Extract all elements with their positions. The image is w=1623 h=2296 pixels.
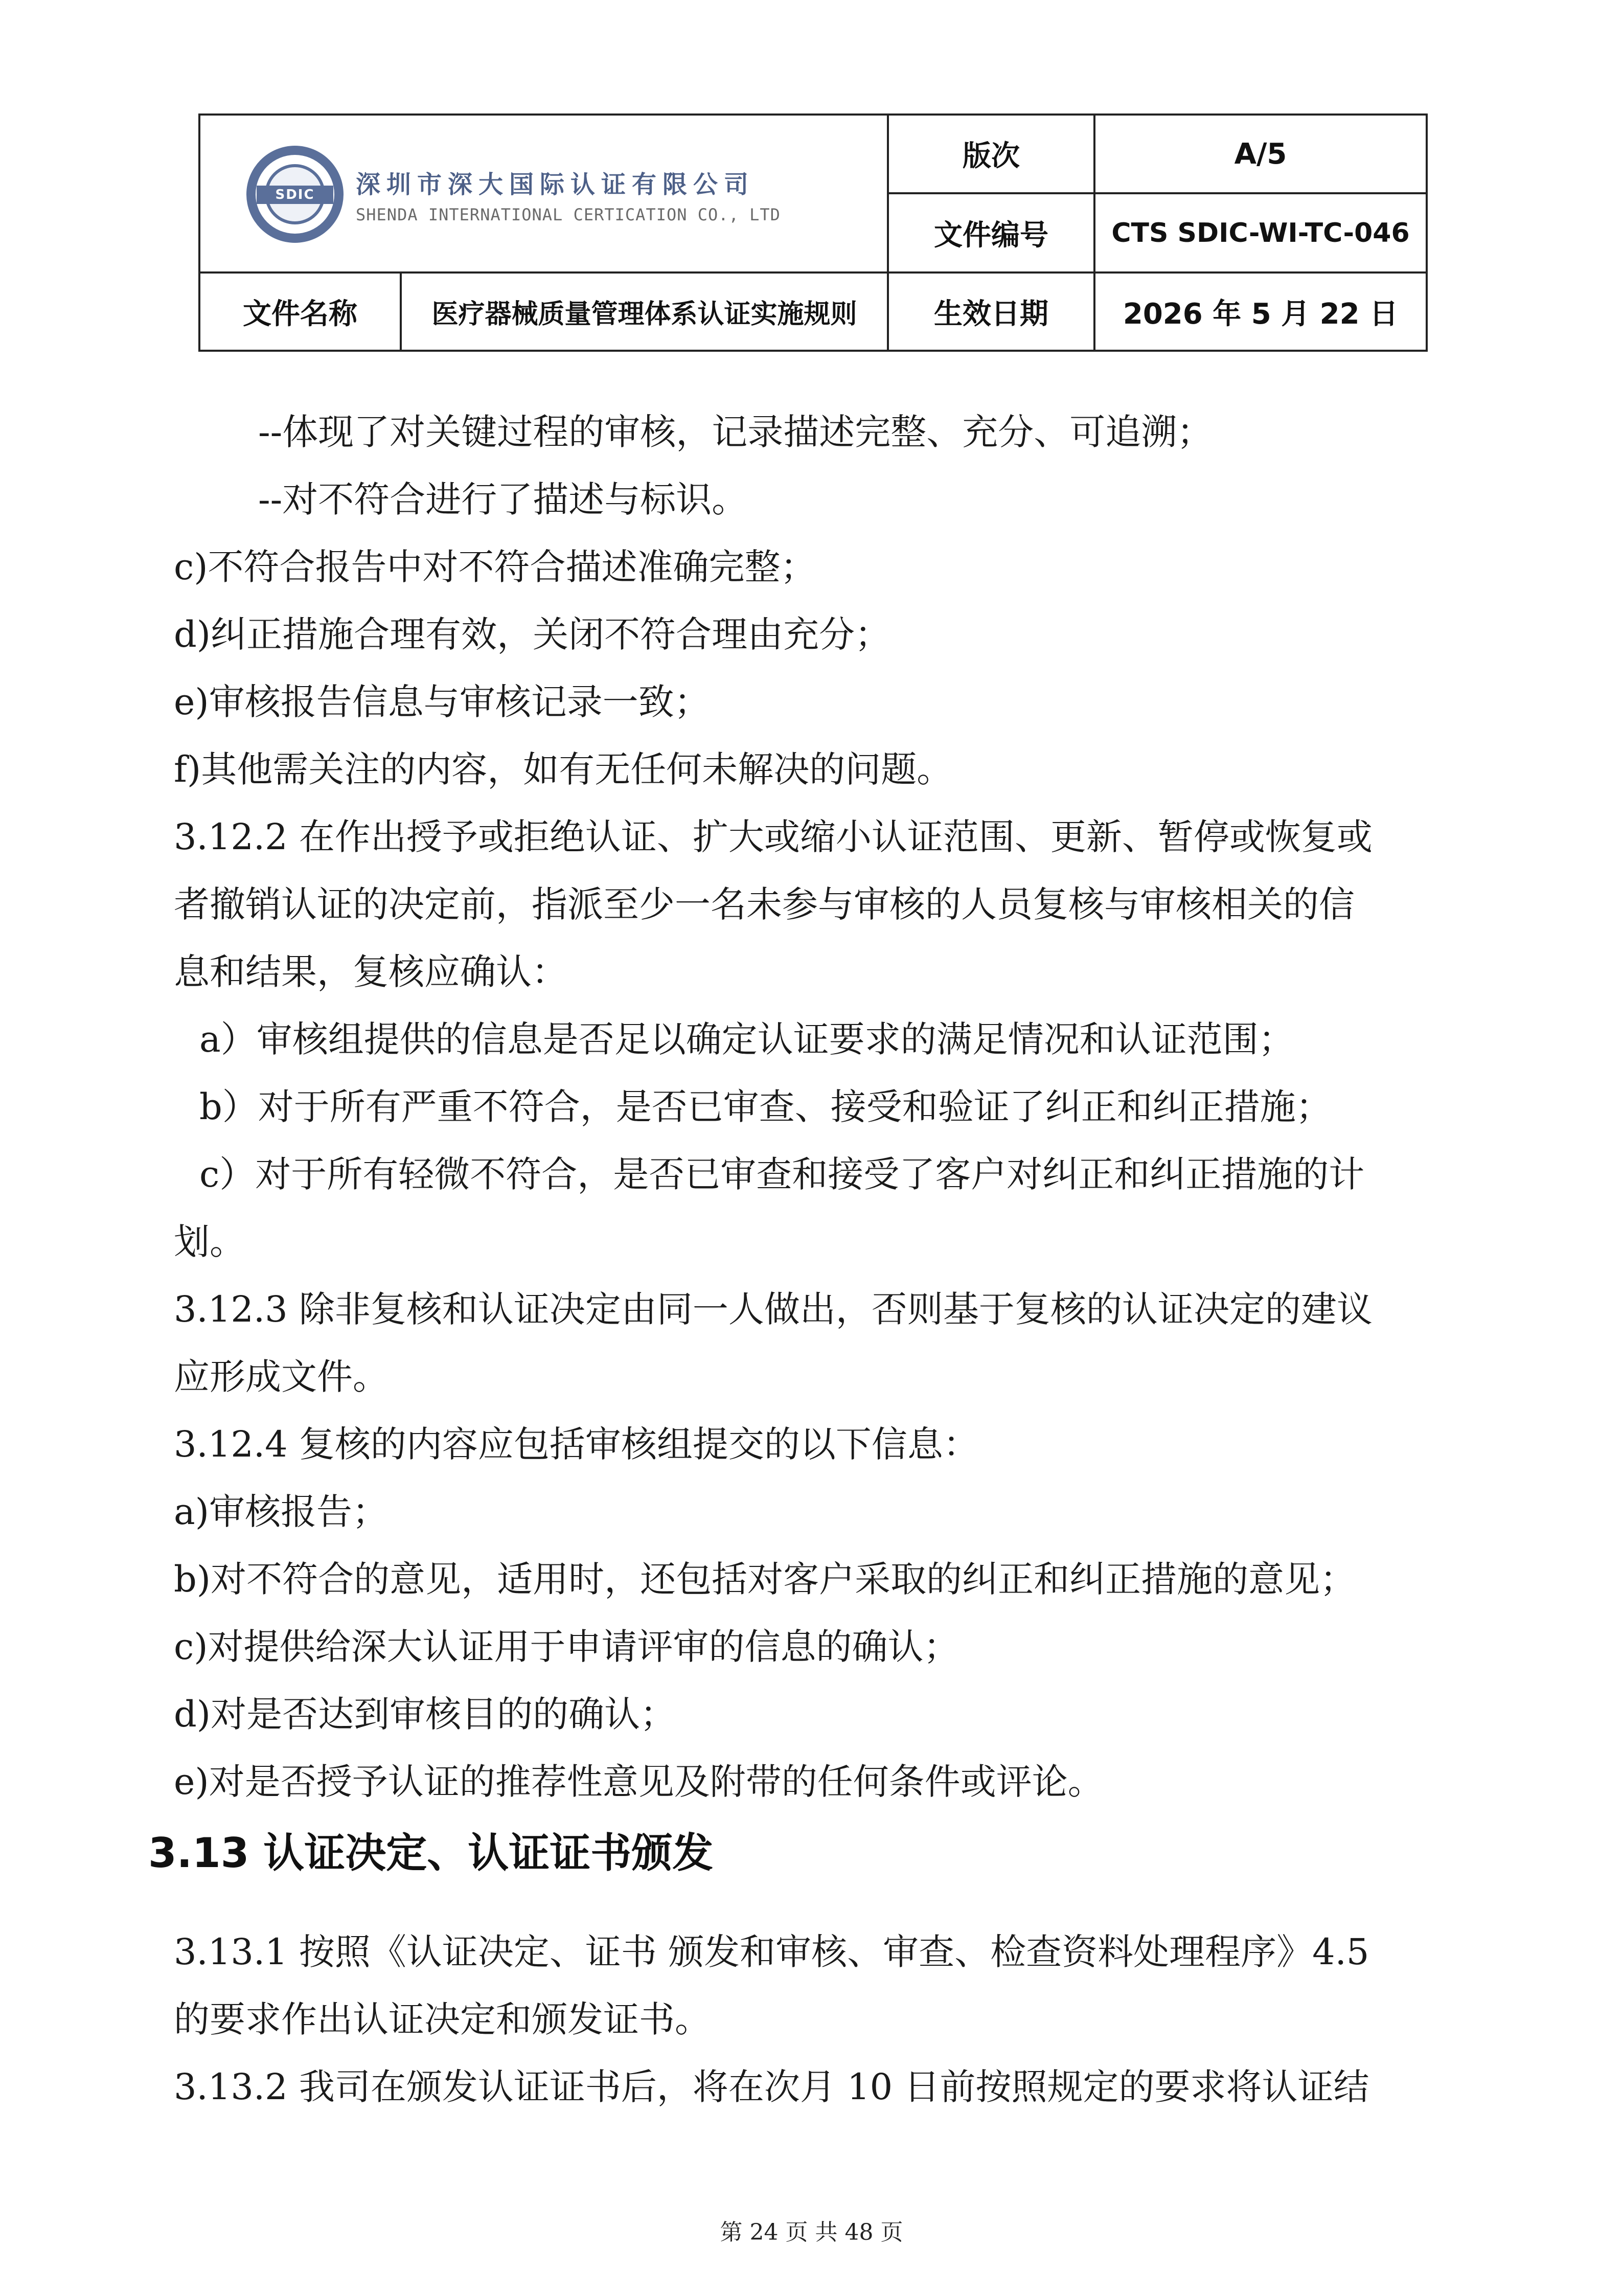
body-line: 3.12.4 复核的内容应包括审核组提交的以下信息：: [174, 1423, 979, 1465]
effective-date-value: 2026 年 5 月 22 日: [1123, 297, 1399, 331]
body-line: 息和结果，复核应确认：: [174, 951, 567, 993]
company-name-cn: 深圳市深大国际认证有限公司: [356, 170, 755, 199]
document-header-table: [198, 113, 1428, 352]
doc-no-label: 文件编号: [934, 218, 1048, 252]
doc-name-value: 医疗器械质量管理体系认证实施规则: [431, 299, 857, 330]
company-logo-block: [200, 116, 889, 273]
company-seal-icon: [246, 146, 344, 243]
body-line: 3.12.2 在作出授予或拒绝认证、扩大或缩小认证范围、更新、暂停或恢复或: [174, 816, 1373, 858]
doc-no-value: CTS SDIC-WI-TC-046: [1111, 217, 1410, 248]
body-line: a）审核组提供的信息是否足以确定认证要求的满足情况和认证范围；: [199, 1018, 1294, 1060]
company-name-en: SHENDA INTERNATIONAL CERTICATION CO., LTD: [356, 204, 781, 224]
page-number: 第 24 页 共 48 页: [720, 2219, 903, 2245]
effective-date-label: 生效日期: [934, 297, 1048, 331]
body-line: 应形成文件。: [174, 1356, 388, 1398]
body-line: 3.13.1 按照《认证决定、证书 颁发和审核、审查、检查资料处理程序》4.5: [174, 1931, 1369, 1973]
body-line: d)纠正措施合理有效，关闭不符合理由充分；: [174, 613, 891, 655]
body-line: --对不符合进行了描述与标识。: [258, 479, 748, 520]
body-line: c）对于所有轻微不符合，是否已审查和接受了客户对纠正和纠正措施的计: [199, 1153, 1365, 1195]
body-line: e)审核报告信息与审核记录一致；: [174, 681, 710, 723]
body-line: d)对是否达到审核目的的确认；: [174, 1693, 676, 1735]
body-line: b)对不符合的意见，适用时，还包括对客户采取的纠正和纠正措施的意见；: [174, 1558, 1356, 1600]
seal-text: SDIC: [257, 186, 333, 204]
section-heading: 3.13 认证决定、认证证书颁发: [148, 1829, 714, 1877]
body-line: f)其他需关注的内容，如有无任何未解决的问题。: [174, 748, 953, 790]
body-line: e)对是否授予认证的推荐性意见及附带的任何条件或评论。: [174, 1761, 1104, 1803]
body-line: a)审核报告；: [174, 1491, 388, 1533]
body-line: --体现了对关键过程的审核，记录描述完整、充分、可追溯；: [258, 411, 1213, 453]
body-line: 3.13.2 我司在颁发认证证书后，将在次月 10 日前按照规定的要求将认证结: [174, 2066, 1369, 2108]
body-line: c)不符合报告中对不符合描述准确完整；: [174, 546, 816, 588]
body-line: 的要求作出认证决定和颁发证书。: [174, 1998, 711, 2040]
body-line: 者撤销认证的决定前，指派至少一名未参与审核的人员复核与审核相关的信: [174, 883, 1355, 925]
version-value: A/5: [1234, 137, 1287, 171]
body-line: 3.12.3 除非复核和认证决定由同一人做出，否则基于复核的认证决定的建议: [174, 1288, 1373, 1330]
doc-name-label: 文件名称: [243, 297, 357, 331]
body-line: c)对提供给深大认证用于申请评审的信息的确认；: [174, 1626, 959, 1668]
company-name: [356, 165, 781, 224]
body-line: 划。: [174, 1221, 245, 1263]
version-label: 版次: [963, 140, 1020, 173]
body-line: b）对于所有严重不符合，是否已审查、接受和验证了纠正和纠正措施；: [199, 1086, 1332, 1128]
